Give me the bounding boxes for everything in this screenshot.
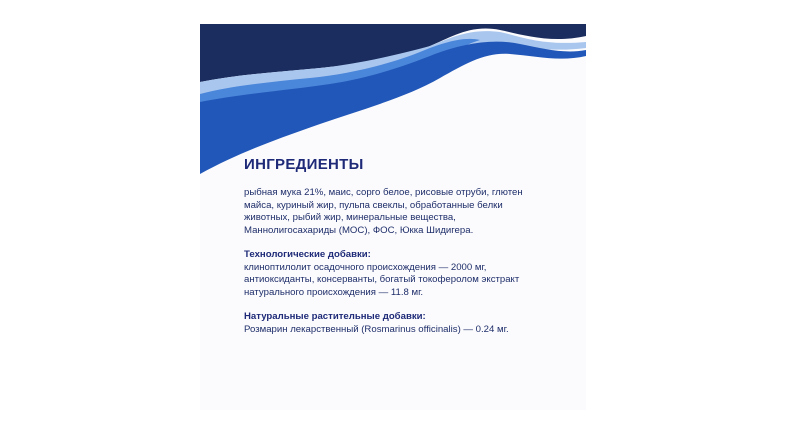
herbal-additives-title: Натуральные растительные добавки: — [244, 311, 426, 322]
ingredients-card — [200, 24, 586, 410]
herbal-additives-text: Розмарин лекарственный (Rosmarinus officinalis) — 0.24 мг. — [244, 323, 509, 335]
tech-additives-text: клиноптилолит осадочного происхождения — 2000 мг, антиоксиданты, консерванты, богатый токоферолом экстракт натурального происхождения — 11.8 мг. — [244, 261, 520, 298]
composition-text: рыбная мука 21%, маис, сорго белое, рисовые отруби, глютен майса, куриный жир, пульпа свеклы, обработанные белки животных, рыбий жир, минеральные вещества, Маннолигосахариды (МОС), ФОС, Юкка Шидигера. — [244, 187, 523, 236]
tech-additives-title: Технологические добавки: — [244, 249, 371, 260]
ingredients-content — [244, 156, 544, 348]
wave-decoration — [200, 24, 586, 174]
ingredients-title: ИНГРЕДИЕНТЫ — [244, 156, 364, 173]
